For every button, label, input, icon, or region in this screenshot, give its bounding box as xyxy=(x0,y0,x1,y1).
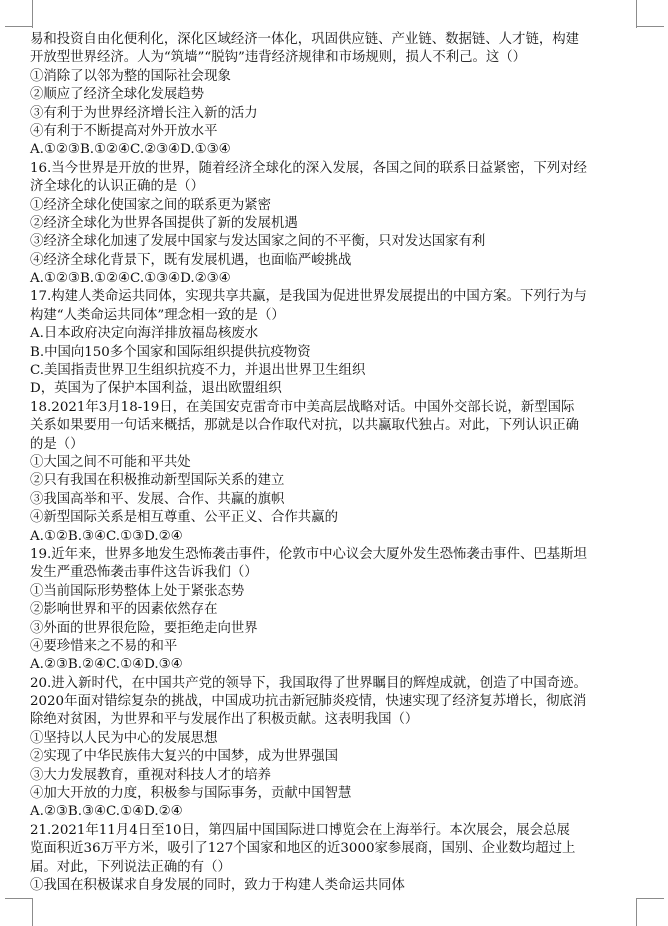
text-line: ②经济全球化为世界各国提供了新的发展机遇 xyxy=(30,215,298,231)
text-line: ③大力发展教育，重视对科技人才的培养 xyxy=(30,767,272,783)
text-line: ①经济全球化使国家之间的联系更为紧密 xyxy=(30,197,272,213)
text-line: ④要珍惜来之不易的和平 xyxy=(30,638,178,654)
text-line: 除绝对贫困，为世界和平与发展作出了积极贡献。这表明我国（） xyxy=(30,712,419,728)
text-line: 关系如果要用一句话来概括，那就是以合作取代对抗，以共赢取代独占。对此，下列认识正确 xyxy=(30,418,580,434)
text-line: 20.进入新时代，在中国共产党的领导下，我国取得了世界瞩目的辉煌成就，创造了中国奇迹。 xyxy=(30,675,587,691)
crop-mark-bottom-left-v xyxy=(32,898,33,926)
text-line: 易和投资自由化便利化，深化区域经济一体化，巩固供应链、产业链、数据链、人才链，构建 xyxy=(30,32,580,47)
text-line: 17.构建人类命运共同体，实现共享共赢，是我国为促进世界发展提出的中国方案。下列行为与 xyxy=(30,289,587,305)
text-line: ③有利于为世界经济增长注入新的活力 xyxy=(30,105,258,121)
text-line: 开放型世界经济。人为“筑墙”“脱钩”违背经济规律和市场规则，损人不利己。这（） xyxy=(30,50,527,66)
text-line: ③经济全球化加速了发展中国家与发达国家之间的不平衡，只对发达国家有利 xyxy=(30,234,486,250)
text-line: A.②③B.②④C.①④D.③④ xyxy=(30,657,183,673)
text-line: 构建“人类命运共同体”理念相一致的是（） xyxy=(30,307,285,323)
text-line: B.中国向150多个国家和国际组织提供抗疫物资 xyxy=(30,344,311,360)
text-line: A.日本政府决定向海洋排放福岛核废水 xyxy=(30,326,259,342)
crop-mark-top-left-h xyxy=(5,26,33,27)
text-line: ②顺应了经济全球化发展趋势 xyxy=(30,87,205,103)
crop-mark-bottom-right-v xyxy=(636,898,637,926)
crop-mark-top-right-v xyxy=(636,0,637,28)
text-line: ①当前国际形势整体上处于紧张态势 xyxy=(30,583,245,599)
crop-mark-top-right-h xyxy=(636,26,664,27)
text-line: ③外面的世界很危险，要拒绝走向世界 xyxy=(30,620,258,636)
text-line: C.美国指责世界卫生组织抗疫不力，并退出世界卫生组织 xyxy=(30,363,366,379)
text-line: A.①②B.③④C.①③D.②④ xyxy=(30,528,183,544)
text-line: ③我国高举和平、发展、合作、共赢的旗帜 xyxy=(30,491,285,507)
text-line: A.①②③B.①②④C.①③④D.②③④ xyxy=(30,271,231,287)
text-line: 18.2021年3月18-19日，在美国安克雷奇市中美高层战略对话。中国外交部长说，新型国际 xyxy=(30,399,575,415)
text-line: 16.当今世界是开放的世界，随着经济全球化的深入发展，各国之间的联系日益紧密，下列对经 xyxy=(30,160,587,176)
text-line: 届。对此，下列说法正确的有（） xyxy=(30,859,231,875)
text-line: 发生严重恐怖袭击事件这告诉我们（） xyxy=(30,565,258,581)
crop-mark-bottom-right-h xyxy=(636,898,664,899)
text-line: ①我国在积极谋求自身发展的同时，致力于构建人类命运共同体 xyxy=(30,877,405,893)
text-line: 济全球化的认识正确的是（） xyxy=(30,179,205,195)
text-line: A.②③B.③④C.①④D.②④ xyxy=(30,804,183,820)
text-line: ④加大开放的力度，积极参与国际事务，贡献中国智慧 xyxy=(30,786,352,802)
document-body xyxy=(30,31,640,895)
text-line: 21.2021年11月4日至10日，第四届中国国际进口博览会在上海举行。本次展会，展会总展 xyxy=(30,822,570,838)
text-line: 2020年面对错综复杂的挑战，中国成功抗击新冠肺炎疫情，快速实现了经济复苏增长，彻底消 xyxy=(30,694,587,710)
text-line: ④新型国际关系是相互尊重、公平正义、合作共赢的 xyxy=(30,510,338,526)
text-line: 览面积近36万平方米，吸引了127个国家和地区的近3000家参展商，国别、企业数均超过上 xyxy=(30,841,576,857)
crop-mark-top-left-v xyxy=(32,0,33,28)
text-line: ②实现了中华民族伟大复兴的中国梦，成为世界强国 xyxy=(30,749,338,765)
text-line: 19.近年来，世界多地发生恐怖袭击事件，伦敦市中心议会大厦外发生恐怖袭击事件、巴基斯坦 xyxy=(30,546,587,562)
text-line: ②只有我国在积极推动新型国际关系的建立 xyxy=(30,473,285,489)
text-line: ①坚持以人民为中心的发展思想 xyxy=(30,730,218,746)
text-line: ①大国之间不可能和平共处 xyxy=(30,454,191,470)
text-line: ①消除了以邻为整的国际社会现象 xyxy=(30,68,231,84)
text-line: ④经济全球化背景下，既有发展机遇，也面临严峻挑战 xyxy=(30,252,352,268)
text-line: ②影响世界和平的因素依然存在 xyxy=(30,602,218,618)
crop-mark-bottom-left-h xyxy=(5,898,33,899)
text-line: 的是（） xyxy=(30,436,84,452)
text-line: D，英国为了保护本国利益，退出欧盟组织 xyxy=(30,381,282,397)
text-line: A.①②③B.①②④C.②③④D.①③④ xyxy=(30,142,231,158)
text-line: ④有利于不断提高对外开放水平 xyxy=(30,123,218,139)
